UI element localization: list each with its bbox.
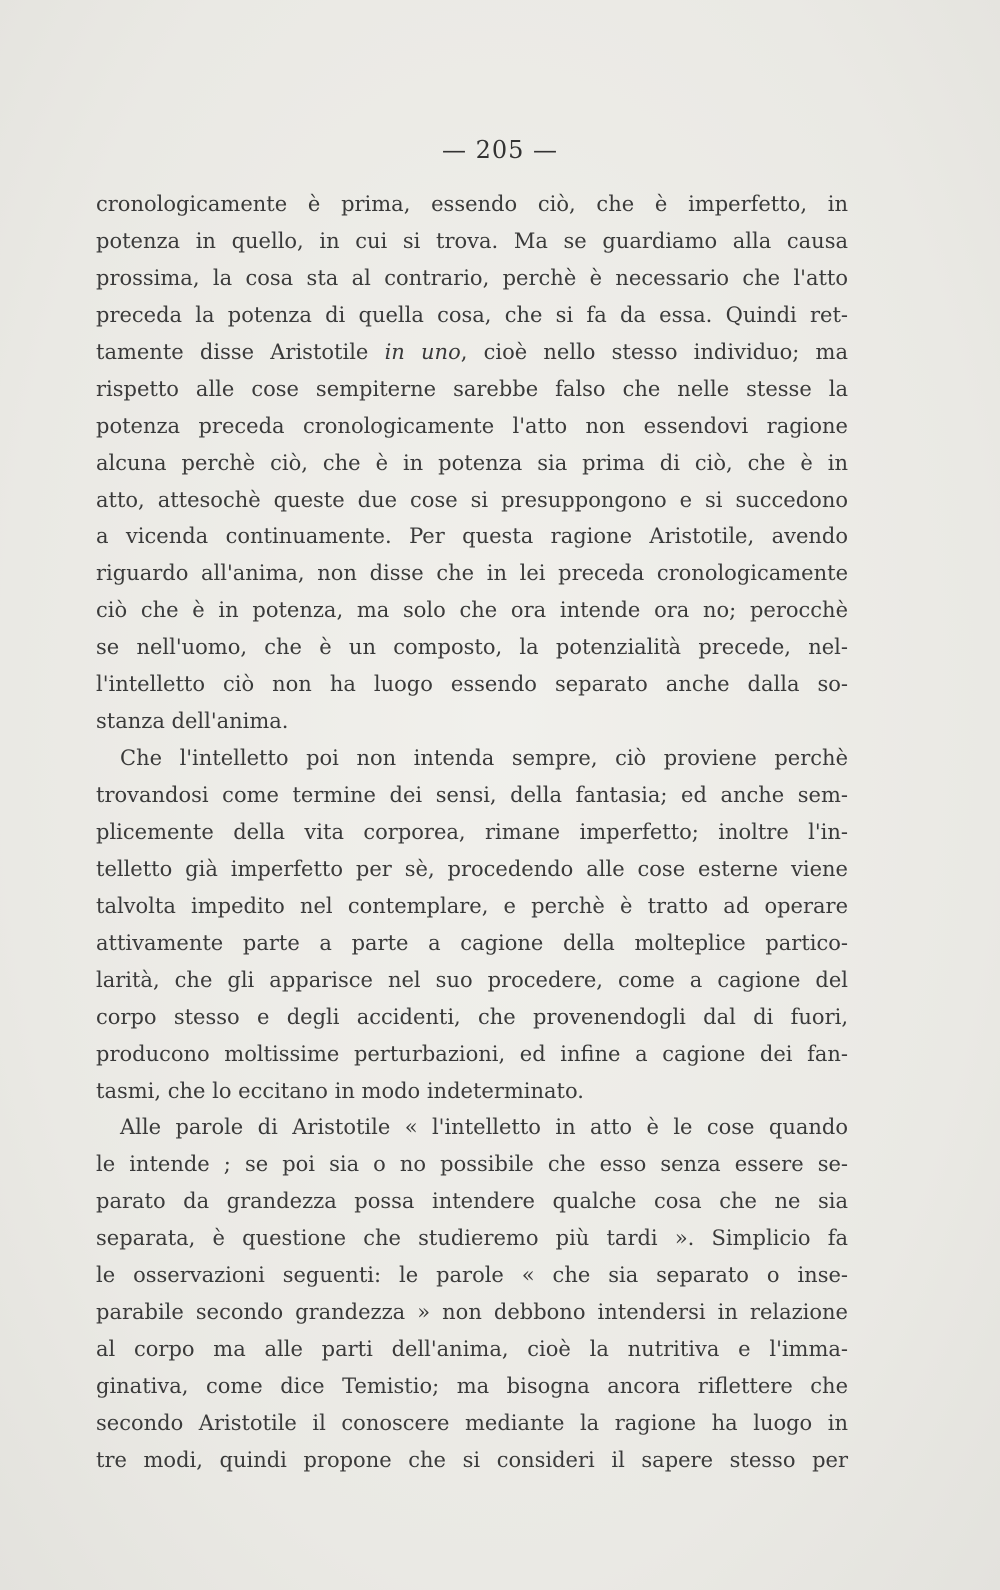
page-number: — 205 —: [441, 136, 559, 164]
text-line: [96, 334, 848, 371]
text-line: corpo stesso e degli accidenti, che provenendogli dal di fuori,: [96, 1004, 848, 1029]
text-line: riguardo all'anima, non disse che in lei preceda cronologicamente: [96, 561, 848, 586]
text-line: potenza in quello, in cui si trova. Ma se guardiamo alla causa: [96, 228, 848, 253]
text-line: telletto già imperfetto per sè, procedendo alle cose esterne viene: [96, 856, 848, 881]
text-line: Che l'intelletto poi non intenda sempre, ciò proviene perchè: [120, 746, 848, 771]
text-line: ginativa, come dice Temistio; ma bisogna ancora riflettere che: [96, 1374, 848, 1398]
text-line: tre modi, quindi propone che si consideri il sapere stesso per: [96, 1447, 848, 1472]
text-line: talvolta impedito nel contemplare, e perchè è tratto ad operare: [96, 893, 848, 918]
paragraph: [96, 186, 848, 740]
paragraph: [96, 1109, 848, 1478]
text-line: a vicenda continuamente. Per questa ragione Aristotile, avendo: [96, 524, 848, 549]
text-line: rispetto alle cose sempiterne sarebbe falso che nelle stesse la: [96, 376, 848, 401]
paragraph: [96, 740, 848, 1109]
text-line: Alle parole di Aristotile « l'intelletto in atto è le cose quando: [120, 1115, 848, 1140]
text-line: parato da grandezza possa intendere qualche cosa che ne sia: [96, 1189, 848, 1214]
text-line: parabile secondo grandezza » non debbono intendersi in relazione: [96, 1300, 848, 1325]
text-line: atto, attesochè queste due cose si presuppongono e si succedono: [96, 487, 848, 512]
text-line: preceda la potenza di quella cosa, che si fa da essa. Quindi ret-: [96, 302, 848, 327]
text-line: stanza dell'anima.: [96, 709, 289, 734]
italic-term: in uno: [384, 339, 461, 364]
text-line: l'intelletto ciò non ha luogo essendo separato anche dalla so-: [96, 672, 848, 697]
text-line: producono moltissime perturbazioni, ed infine a cagione dei fan-: [96, 1041, 848, 1066]
text-line: attivamente parte a parte a cagione della molteplice partico-: [96, 930, 848, 955]
text-line: al corpo ma alle parti dell'anima, cioè la nutritiva e l'imma-: [96, 1337, 848, 1362]
body-text: [96, 186, 848, 1479]
text-line: potenza preceda cronologicamente l'atto non essendovi ragione: [96, 413, 848, 438]
text-line: le intende ; se poi sia o no possibile che esso senza essere se-: [96, 1152, 848, 1177]
text-line: se nell'uomo, che è un composto, la potenzialità precede, nel-: [96, 635, 848, 660]
text-segment: tamente disse Aristotile: [96, 339, 385, 364]
text-line: prossima, la cosa sta al contrario, perchè è necessario che l'atto: [96, 265, 848, 290]
text-line: le osservazioni seguenti: le parole « che sia separato o inse-: [96, 1263, 848, 1288]
text-line: cronologicamente è prima, essendo ciò, che è imperfetto, in: [96, 192, 848, 216]
text-line: larità, che gli apparisce nel suo procedere, come a cagione del: [96, 967, 848, 992]
text-line: trovandosi come termine dei sensi, della fantasia; ed anche sem-: [96, 783, 848, 807]
text-line: alcuna perchè ciò, che è in potenza sia prima di ciò, che è in: [96, 450, 848, 475]
text-line: secondo Aristotile il conoscere mediante la ragione ha luogo in: [96, 1410, 848, 1435]
text-segment: , cioè nello stesso individuo; ma: [460, 339, 848, 364]
text-line: ciò che è in potenza, ma solo che ora intende ora no; perocchè: [96, 598, 848, 623]
text-line: plicemente della vita corporea, rimane imperfetto; inoltre l'in-: [96, 819, 848, 844]
text-line: tasmi, che lo eccitano in modo indeterminato.: [96, 1078, 584, 1103]
text-line: separata, è questione che studieremo più tardi ». Simplicio fa: [96, 1226, 848, 1251]
